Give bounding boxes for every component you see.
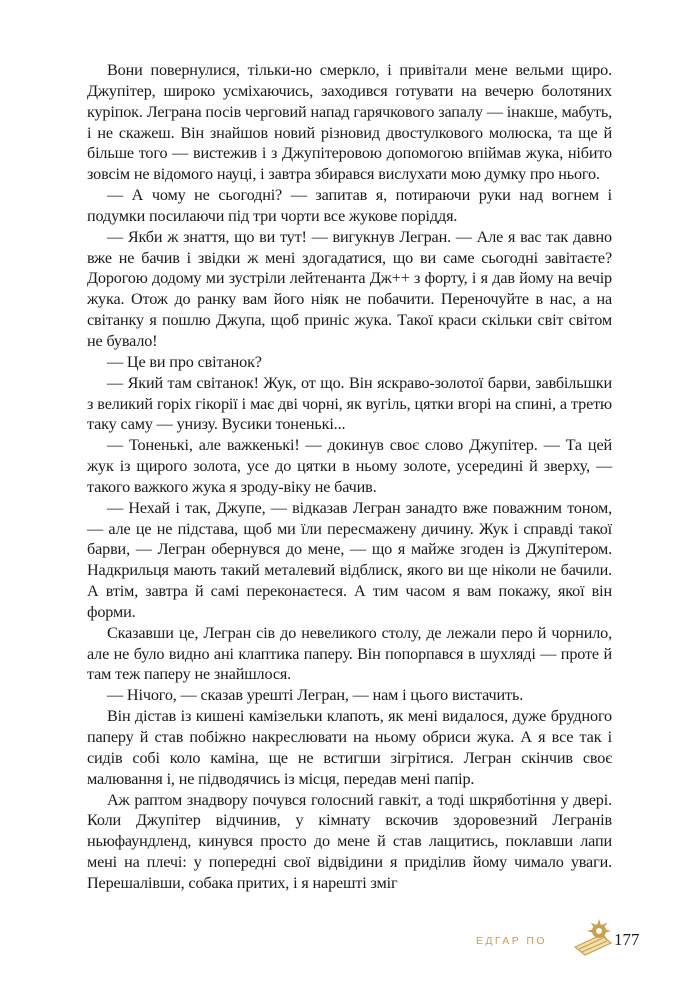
paragraph: — Нічого, — сказав урешті Легран, — нам і цього вистачить. <box>107 686 524 705</box>
paragraph: — Нехай і так, Джупе, — відказав Легран занадто вже поважним тоном, — але це не підстава, щоб ми їли пересмажену дичину. Жук і справді такої барви, — Легран обернувся до мене, — що я майже згоден із Джупітером. Надкрильця мають такий металевий відблиск, якого ви ще ніколи не бачили. А втім, завтра й самі переконаєтеся. А тим часом я вам покажу, якої він форми. <box>87 498 612 621</box>
paragraph: — Який там світанок! Жук, от що. Він яскраво-золотої барви, завбільшки з великий горіх гікорії і має дві чорні, як вугіль, цятки вгорі на спині, а третю таку саму — унизу. Вусики тоненькі... <box>87 373 612 434</box>
author-name: ЕДГАР ПО <box>476 935 547 947</box>
paragraph: Сказавши це, Легран сів до невеликого столу, де лежали перо й чорнило, але не було видно ані клаптика паперу. Він попорпався в шухляді — проте й там теж паперу не знайшлося. <box>87 623 612 684</box>
page-number: 177 <box>614 930 640 949</box>
paragraph: — А чому не сьогодні? — запитав я, потираючи руки над вогнем і подумки посилаючи під три чорти все жукове поріддя. <box>87 186 612 225</box>
paragraph: Він дістав із кишені камізельки клапоть, як мені видалося, дуже брудного паперу й став побіжно накреслювати на ньому обриси жука. А я все так і сидів собі коло каміна, ще не встигши зігрітися. Легран скінчив своє малювання і, не підводячись із місця, передав мені папір. <box>87 707 612 788</box>
paragraph: — Якби ж знаття, що ви тут! — вигукнув Легран. — Але я вас так давно вже не бачив і звідки ж мені здогадатися, що ви саме сьогодні завітаєте? Дорогою додому ми зустріли лейтенанта Дж++ з форту, і я дав йому на вечір жука. Отож до ранку вам його ніяк не побачити. Переночуйте в нас, а на світанку я пошлю Джупа, щоб приніс жука. Такої краси скільки світ світом не бувало! <box>87 227 612 350</box>
paragraph: Вони повернулися, тільки-но смеркло, і привітали мене вельми щиро. Джупітер, широко усміхаючись, заходився готувати на вечерю болотяних курiпок. Леграна посів черговий напад гарячкового запалу — інакше, мабуть, і не скажеш. Він знайшов новий різновид двостулкового молюска, та ще й більше того — вистежив і з Джупітеровою допомогою впіймав жука, нібито зовсім не відомого науці, і завтра збирався вислухати мою думку про нього. <box>87 61 612 184</box>
paragraph: — Це ви про світанок? <box>107 352 262 371</box>
page-footer <box>476 925 656 965</box>
paragraph: Аж раптом знадвору почувся голосний гавкіт, а тоді шкряботіння у двері. Коли Джупітер відчинив, у кімнату вскочив здоровезний Легранів ньюфаундленд, кинувся просто до мене й став лащитись, поклавши лапи мені на плечі: у попередні свої відвідини я приділив йому чимало уваги. Перешалівши, собака притих, і я нарешті зміг <box>87 790 612 892</box>
page-body <box>87 60 612 894</box>
quill-sun-emblem-icon <box>571 917 617 961</box>
paragraph: — Тоненькі, але важкенькі! — докинув своє слово Джупітер. — Та цей жук із щирого золота, усе до цятки в ньому золоте, усередині й зверху, — такого важкого жука я зроду-віку не бачив. <box>87 436 612 496</box>
